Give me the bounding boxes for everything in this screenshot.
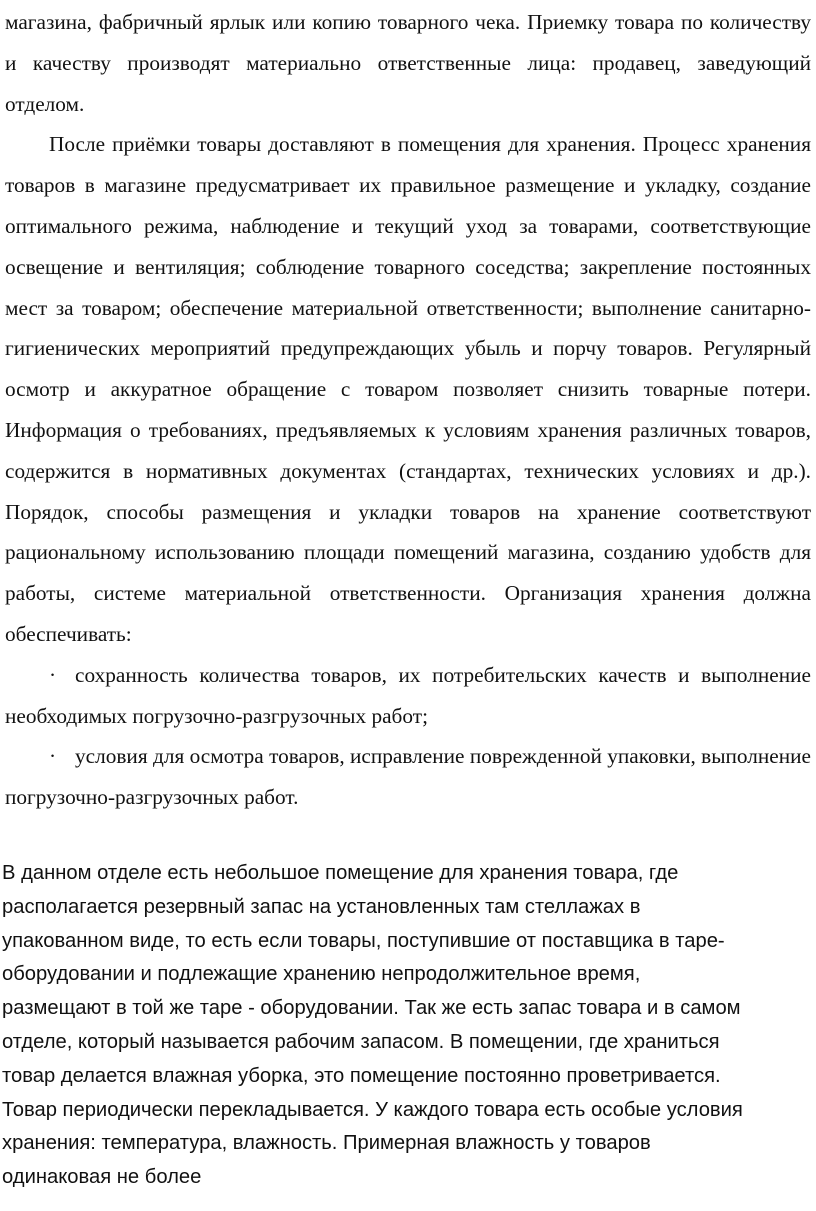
department-line: товар делается влажная уборка, это помещение постоянно проветривается. xyxy=(2,1064,721,1087)
bullet-item xyxy=(5,655,811,737)
bullet-text: сохранность количества товаров, их потребительских качеств и выполнение необходимых погрузочно-разгрузочных работ; xyxy=(5,662,811,728)
department-line: упакованном виде, то есть если товары, поступившие от поставщика в таре- xyxy=(2,929,725,952)
department-line: располагается резервный запас на установленных там стеллажах в xyxy=(2,895,641,918)
department-line: размещают в той же таре - оборудовании. Так же есть запас товара и в самом xyxy=(2,997,741,1020)
bullet-item xyxy=(5,736,811,818)
bullet-marker: · xyxy=(49,744,57,769)
paragraph-storage: После приёмки товары доставляют в помещения для хранения. Процесс хранения товаров в магазине предусматривает их правильное размещение и укладку, создание оптимального режима, наблюдение и текущий уход за товарами, соответствующие освещение и вентиляция; соблюдение товарного соседства; закрепление постоянных мест за товаром; обеспечение материальной ответственности; выполнение санитарно-гигиенических мероприятий предупреждающих убыль и порчу товаров. Регулярный осмотр и аккуратное обращение с товаром позволяет снизить товарные потери. Информация о требованиях, предъявляемых к условиям хранения различных товаров, содержится в нормативных документах (стандартах, технических условиях и др.). Порядок, способы размещения и укладки товаров на хранение соответствуют рациональному использованию площади помещений магазина, созданию удобств для работы, системе материальной ответственности. Организация хранения должна обеспечивать: xyxy=(5,132,811,646)
department-line: В данном отделе есть небольшое помещение для хранения товара, где xyxy=(2,862,679,884)
department-line: оборудовании и подлежащие хранению непродолжительное время, xyxy=(2,963,641,986)
bullet-marker: · xyxy=(49,662,57,687)
department-line: одинаковая не более xyxy=(2,1166,202,1189)
department-line: хранения: температура, влажность. Примерная влажность у товаров xyxy=(2,1132,651,1155)
paragraph-acceptance: магазина, фабричный ярлык или копию товарного чека. Приемку товара по количеству и качеству производят материально ответственные лица: продавец, заведующий отделом. xyxy=(5,10,811,116)
department-line: Товар периодически перекладывается. У каждого товара есть особые условия xyxy=(2,1098,743,1121)
bullet-text: условия для осмотра товаров, исправление поврежденной упаковки, выполнение погрузочно-разгрузочных работ. xyxy=(5,744,811,810)
main-text-block xyxy=(5,2,811,818)
department-text-block xyxy=(2,857,802,1195)
department-line: отделе, который называется рабочим запасом. В помещении, где храниться xyxy=(2,1030,720,1053)
